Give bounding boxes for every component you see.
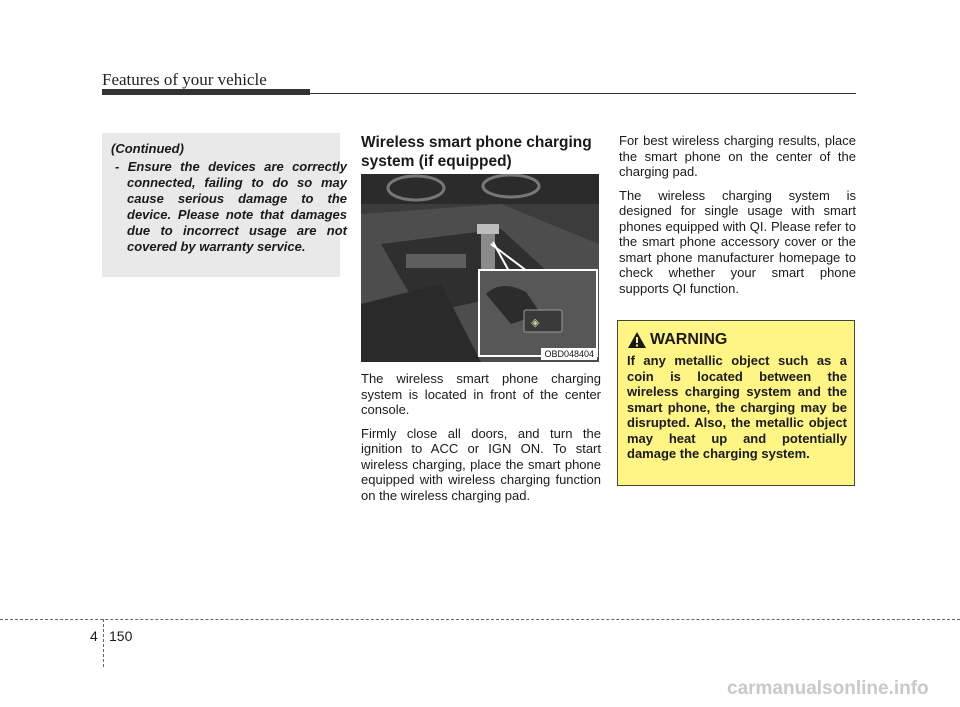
paragraph: The wireless smart phone charging system is located in front of the center console. <box>361 371 601 417</box>
paragraph: The wireless charging system is designed for single usage with smart phones equipped with QI. Please refer to the smart phone accessory cover or the smart phone manufacturer homepage to check whether your smart phone supports QI function. <box>619 187 856 296</box>
section-title: Wireless smart phone charging system (if equipped) <box>361 134 592 170</box>
right-body-text <box>619 133 856 304</box>
header-rule <box>102 93 856 94</box>
svg-text:◈: ◈ <box>531 316 540 329</box>
warning-box <box>617 320 855 486</box>
warning-text: If any metallic object such as a coin is located between the wireless charging system and the smart phone, the charging may be disrupted. Also, the metallic object may heat up and potentially damage the charging system. <box>627 353 847 461</box>
header-bar <box>102 89 310 95</box>
page-header-title: Features of your vehicle <box>102 70 267 89</box>
paragraph: For best wireless charging results, place the smart phone on the center of the charging pad. <box>619 133 856 179</box>
chapter-number: 4 <box>90 628 98 644</box>
warning-title: WARNING <box>650 331 728 348</box>
left-body-text <box>361 371 601 511</box>
page-number: 150 <box>109 628 133 644</box>
watermark: carmanualsonline.info <box>727 678 929 699</box>
footer-vertical-rule <box>103 619 104 667</box>
paragraph: Firmly close all doors, and turn the ignition to ACC or IGN ON. To start wireless charging, place the smart phone equipped with wireless charging function on the wireless charging pad. <box>361 425 601 503</box>
charging-pad-photo <box>361 174 599 362</box>
warning-triangle-icon <box>628 332 646 348</box>
console-illustration <box>361 174 599 362</box>
note-text: - Ensure the devices are correctly connected, failing to do so may cause serious damage to the device. Please note that damages due to incorrect usage are not covered by warranty service. <box>115 159 347 254</box>
figure-code: OBD048404 <box>541 348 597 360</box>
note-heading: (Continued) <box>111 141 184 156</box>
footer-rule <box>0 619 960 620</box>
